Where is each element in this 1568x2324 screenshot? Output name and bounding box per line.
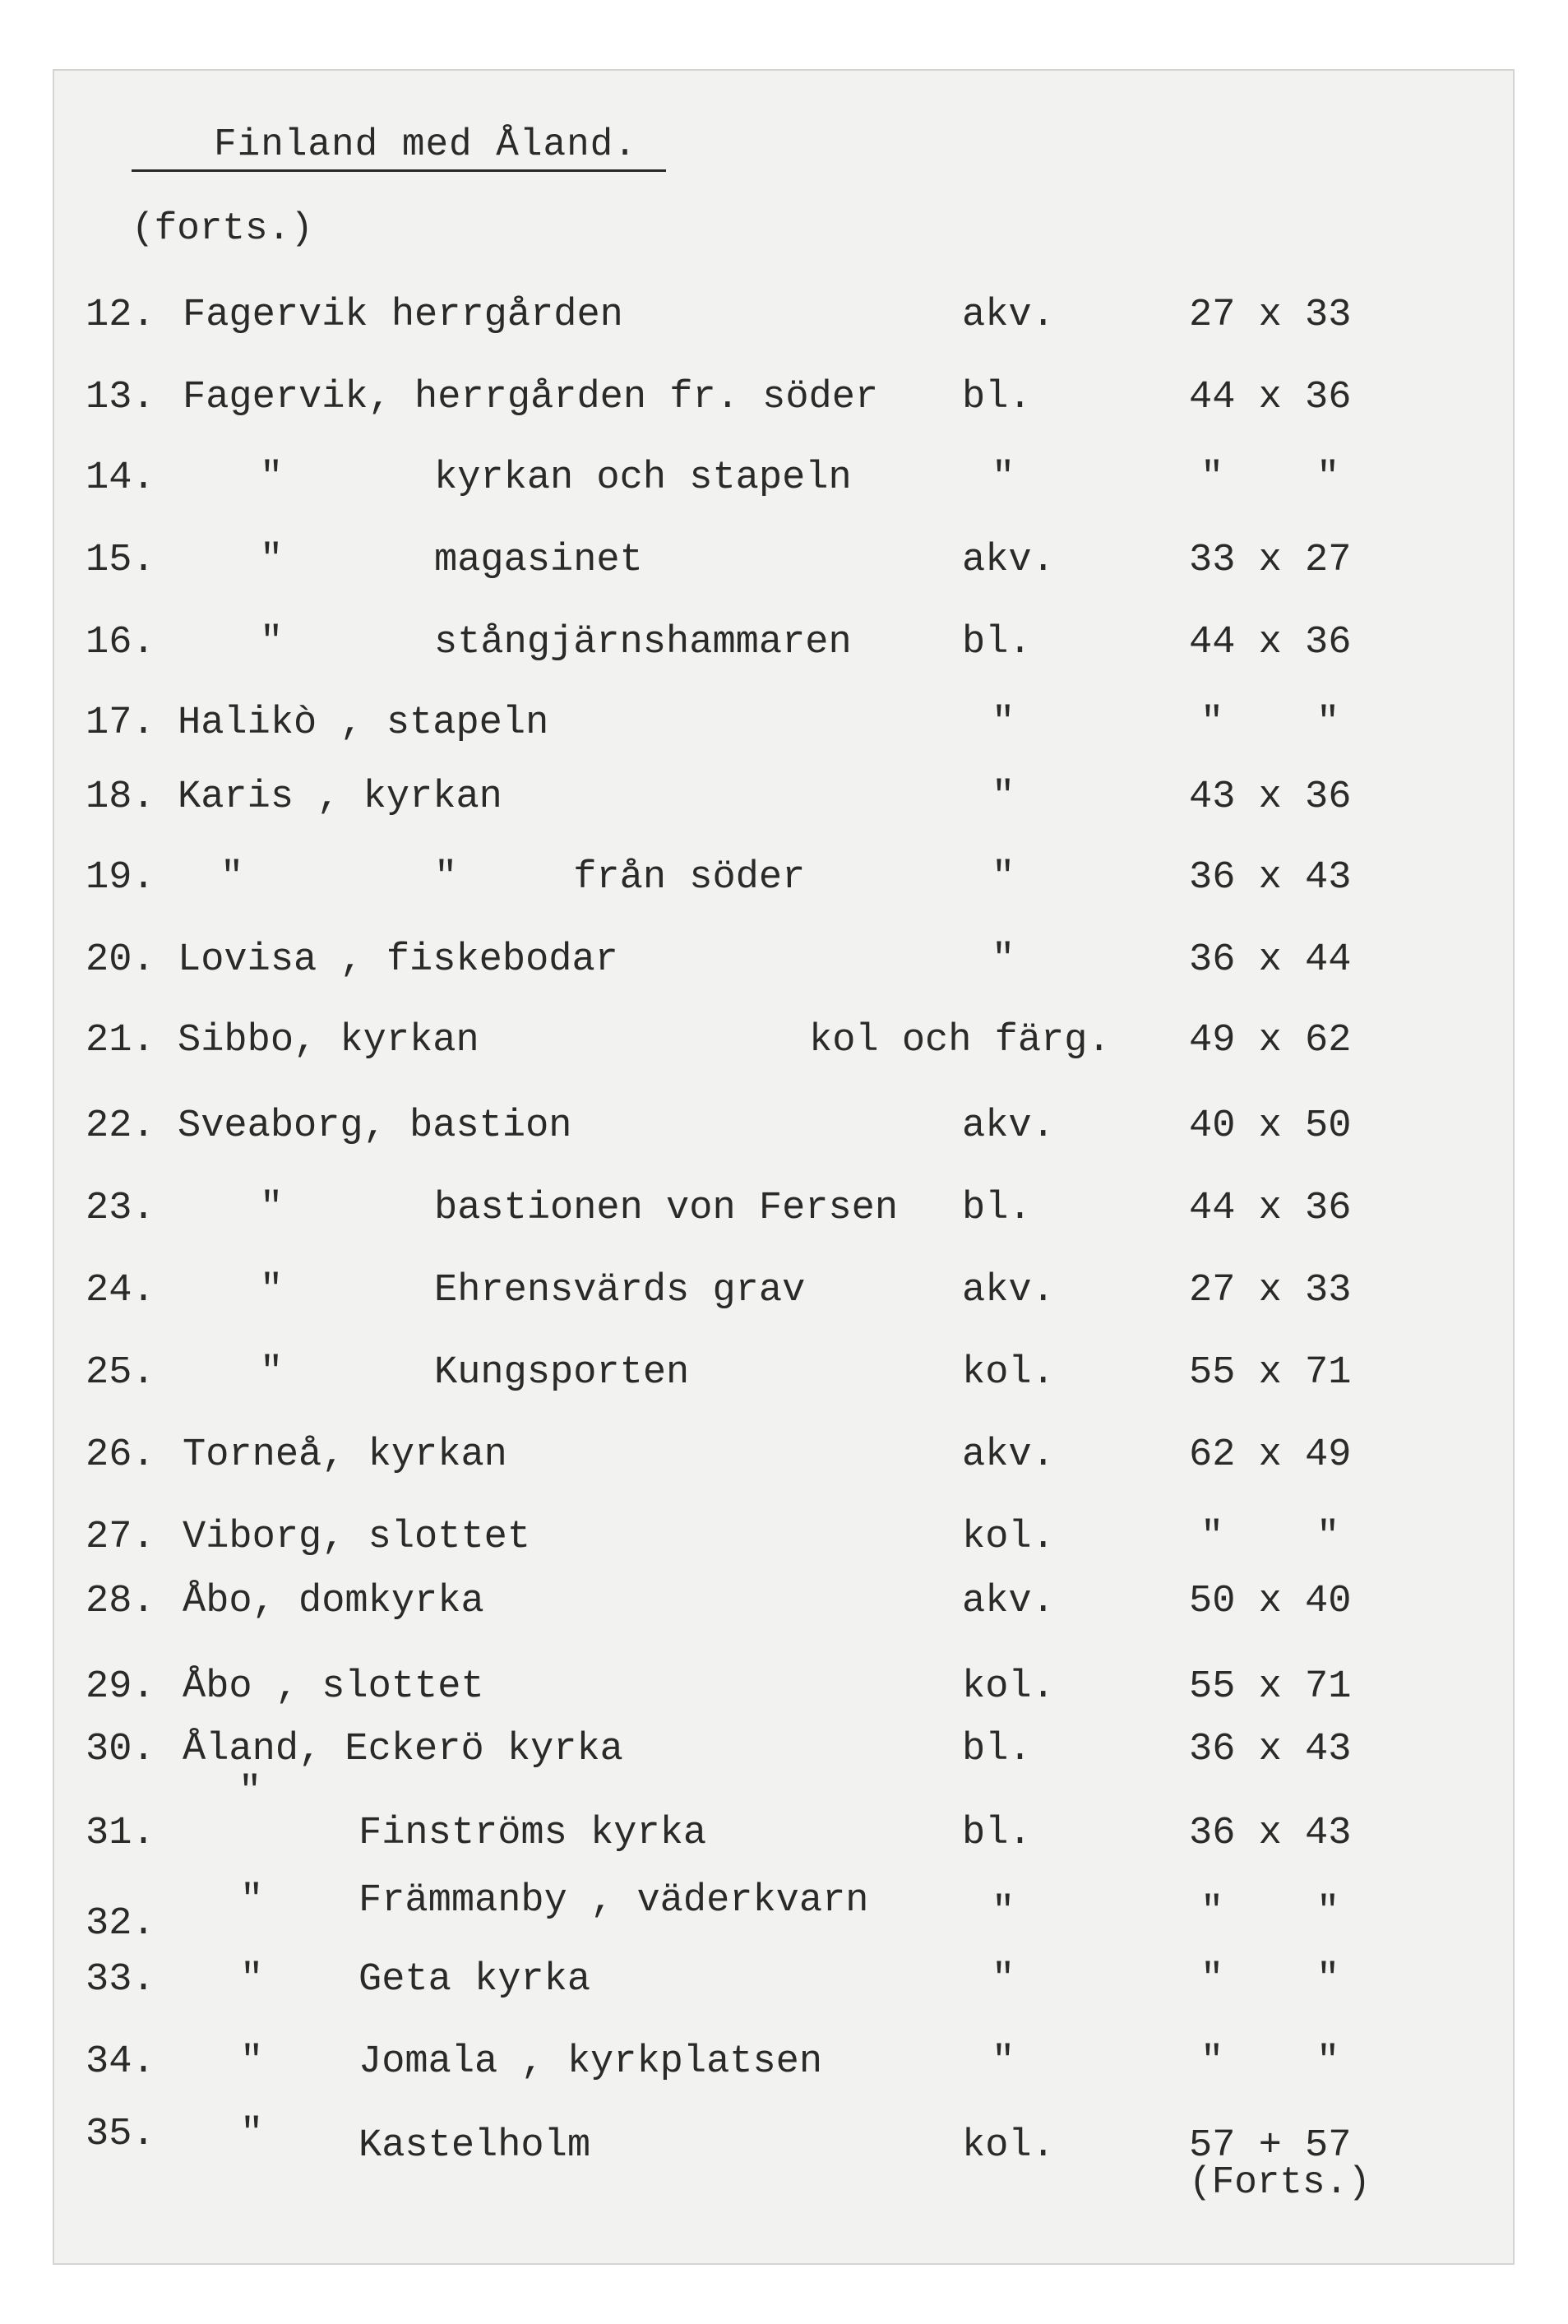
- list-item: [0, 854, 1568, 903]
- entry-technique: ": [992, 2040, 1015, 2084]
- entry-technique: ": [992, 701, 1015, 745]
- list-item: [0, 1266, 1568, 1316]
- entry-title: Halikò , stapeln: [178, 701, 549, 745]
- entry-size: " ": [1200, 456, 1340, 500]
- entry-number: 25.: [86, 1351, 155, 1395]
- entry-title: bastionen von Fersen: [434, 1187, 899, 1230]
- entry-title: Fagervik herrgården: [183, 294, 623, 337]
- entry-number: 33.: [86, 1958, 155, 2002]
- entry-number: 26.: [86, 1433, 155, 1477]
- page-subtitle: (forts.): [132, 207, 313, 250]
- entry-size: 44 x 36: [1189, 621, 1352, 664]
- entry-title: kyrkan och stapeln: [434, 456, 852, 500]
- entry-technique: bl.: [962, 1187, 1032, 1230]
- list-item: [0, 699, 1568, 748]
- entry-technique: akv.: [962, 294, 1055, 337]
- entry-title: Sveaborg, bastion: [178, 1104, 572, 1148]
- entry-technique: kol och färg.: [809, 1019, 1111, 1062]
- entry-size: 43 x 36: [1189, 775, 1352, 819]
- entry-title: Främmanby , väderkvarn: [358, 1879, 869, 1923]
- entry-technique: bl.: [962, 1728, 1032, 1771]
- entry-title: Viborg, slottet: [183, 1516, 531, 1559]
- entry-title: Fagervik, herrgården fr. söder: [183, 376, 879, 419]
- list-item: [0, 1513, 1568, 1562]
- continued-note: (Forts.): [1189, 2161, 1371, 2204]
- list-item: [0, 373, 1568, 423]
- entry-number: 31.: [86, 1812, 155, 1855]
- ditto-mark: ": [260, 1351, 284, 1395]
- entry-title: Geta kyrka: [358, 1958, 591, 2002]
- entry-number: 12.: [86, 294, 155, 337]
- entry-title: Kungsporten: [434, 1351, 690, 1395]
- entry-size: " ": [1200, 1516, 1340, 1559]
- ditto-mark: ": [240, 1958, 264, 2002]
- entry-technique: ": [992, 856, 1015, 900]
- entry-size: 55 x 71: [1189, 1665, 1352, 1709]
- entry-title: stångjärnshammaren: [434, 621, 852, 664]
- entry-number: 17.: [86, 701, 155, 745]
- entry-technique: ": [992, 775, 1015, 819]
- ditto-mark: ": [260, 1187, 284, 1230]
- ditto-mark: ": [240, 2040, 264, 2084]
- list-item: [0, 1349, 1568, 1398]
- entry-title: magasinet: [434, 539, 643, 582]
- entry-size: 50 x 40: [1189, 1580, 1352, 1623]
- entry-number: 30.: [86, 1728, 155, 1771]
- list-item: [0, 618, 1568, 668]
- entry-size: " ": [1200, 701, 1340, 745]
- entry-title: " från söder: [434, 856, 806, 900]
- entry-number: 13.: [86, 376, 155, 419]
- entry-size: 33 x 27: [1189, 539, 1352, 582]
- entry-technique: akv.: [962, 1104, 1055, 1148]
- entry-technique: kol.: [962, 1351, 1055, 1395]
- entry-technique: kol.: [962, 1665, 1055, 1709]
- entry-size: 36 x 43: [1189, 1728, 1352, 1771]
- title-underline: [132, 169, 666, 172]
- ditto-mark: ": [220, 856, 244, 900]
- ditto-mark: ": [238, 1771, 262, 1814]
- entry-number: 16.: [86, 621, 155, 664]
- entry-technique: ": [992, 938, 1015, 982]
- entry-title: Torneå, kyrkan: [183, 1433, 507, 1477]
- entry-size: 57 + 57: [1189, 2124, 1352, 2168]
- entry-size: 27 x 33: [1189, 294, 1352, 337]
- list-item: [0, 936, 1568, 985]
- entry-number: 27.: [86, 1516, 155, 1559]
- entry-number: 20.: [86, 938, 155, 982]
- entry-title: Lovisa , fiskebodar: [178, 938, 618, 982]
- ditto-mark: ": [260, 456, 284, 500]
- entry-title: Karis , kyrkan: [178, 775, 502, 819]
- list-item: [0, 1102, 1568, 1151]
- entry-title: Sibbo, kyrkan: [178, 1019, 479, 1062]
- entry-number: 35.: [86, 2113, 155, 2156]
- entry-title: Ehrensvärds grav: [434, 1269, 806, 1312]
- entry-size: 36 x 43: [1189, 856, 1352, 900]
- entry-number: 28.: [86, 1580, 155, 1623]
- entry-technique: bl.: [962, 621, 1032, 664]
- entry-number: 24.: [86, 1269, 155, 1312]
- entry-size: " ": [1200, 1891, 1340, 1934]
- list-item: [0, 1663, 1568, 1712]
- entry-title: Finströms kyrka: [358, 1812, 707, 1855]
- entry-number: 23.: [86, 1187, 155, 1230]
- list-item: [0, 1577, 1568, 1627]
- list-item: [0, 1879, 1568, 1946]
- entry-number: 14.: [86, 456, 155, 500]
- entry-size: 27 x 33: [1189, 1269, 1352, 1312]
- entry-size: 40 x 50: [1189, 1104, 1352, 1148]
- ditto-mark: ": [240, 1879, 264, 1923]
- entry-size: " ": [1200, 1958, 1340, 2002]
- page-title: Finland med Åland.: [214, 123, 637, 166]
- entry-size: " ": [1200, 2040, 1340, 2084]
- entry-number: 32.: [86, 1902, 155, 1946]
- entry-number: 21.: [86, 1019, 155, 1062]
- entry-technique: akv.: [962, 539, 1055, 582]
- list-item: [0, 1016, 1568, 1066]
- entry-technique: ": [992, 1958, 1015, 2002]
- entry-technique: bl.: [962, 376, 1032, 419]
- ditto-mark: ": [240, 2113, 264, 2156]
- entry-title: Kastelholm: [358, 2124, 591, 2168]
- entry-technique: ": [992, 1891, 1015, 1934]
- ditto-mark: ": [260, 1269, 284, 1312]
- entry-size: 49 x 62: [1189, 1019, 1352, 1062]
- list-item: [0, 1431, 1568, 1480]
- entry-technique: akv.: [962, 1269, 1055, 1312]
- list-item: [0, 536, 1568, 586]
- entry-size: 62 x 49: [1189, 1433, 1352, 1477]
- entry-number: 34.: [86, 2040, 155, 2084]
- entry-technique: akv.: [962, 1433, 1055, 1477]
- entry-technique: kol.: [962, 1516, 1055, 1559]
- list-item: [0, 291, 1568, 340]
- entry-size: 36 x 44: [1189, 938, 1352, 982]
- ditto-mark: ": [260, 539, 284, 582]
- entry-size: 36 x 43: [1189, 1812, 1352, 1855]
- list-item: [0, 1771, 1568, 1859]
- list-item: [0, 1956, 1568, 2005]
- entry-size: 55 x 71: [1189, 1351, 1352, 1395]
- entry-title: Jomala , kyrkplatsen: [358, 2040, 823, 2084]
- entry-number: 15.: [86, 539, 155, 582]
- list-item: [0, 2110, 1568, 2168]
- entry-technique: kol.: [962, 2124, 1055, 2168]
- entry-number: 18.: [86, 775, 155, 819]
- entry-technique: ": [992, 456, 1015, 500]
- list-item: [0, 1725, 1568, 1775]
- entry-size: 44 x 36: [1189, 1187, 1352, 1230]
- ditto-mark: ": [260, 621, 284, 664]
- entry-title: Åland, Eckerö kyrka: [183, 1728, 623, 1771]
- list-item: [0, 1184, 1568, 1234]
- entry-title: Åbo , slottet: [183, 1665, 484, 1709]
- entry-technique: akv.: [962, 1580, 1055, 1623]
- entry-number: 22.: [86, 1104, 155, 1148]
- entry-title: Åbo, domkyrka: [183, 1580, 484, 1623]
- entry-technique: bl.: [962, 1812, 1032, 1855]
- entry-number: 29.: [86, 1665, 155, 1709]
- list-item: [0, 2038, 1568, 2087]
- entry-size: 44 x 36: [1189, 376, 1352, 419]
- entry-number: 19.: [86, 856, 155, 900]
- list-item: [0, 454, 1568, 503]
- list-item: [0, 773, 1568, 822]
